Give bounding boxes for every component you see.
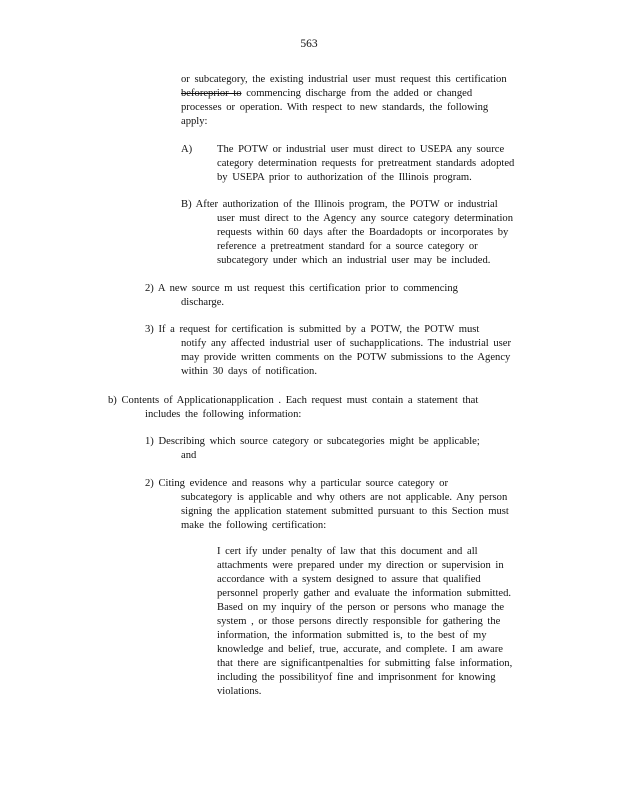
text-line: 2) Citing evidence and reasons why a particular source category or [145, 478, 448, 489]
intro-paragraph [181, 73, 507, 129]
text-line: requests within 60 days after the Boardadopts or incorporates by [217, 227, 509, 238]
item-a-marker: A) [181, 144, 193, 155]
section-b-paragraph [108, 394, 478, 408]
text-line: including the possibilityof fine and imprisonment for knowing [217, 672, 496, 683]
text-line: 3) If a request for certification is submitted by a POTW, the POTW must [145, 324, 480, 335]
text-line: apply: [181, 116, 208, 127]
text-line: Based on my inquiry of the person or persons who manage the [217, 602, 505, 613]
b1-continuation [181, 449, 196, 463]
text-line: personnel properly gather and evaluate the information submitted. [217, 588, 512, 599]
item-2-continuation [181, 296, 224, 310]
text-line: category determination requests for pretreatment standards adopted [217, 158, 515, 169]
page-number: 563 [300, 38, 318, 50]
text-line: B) After authorization of the Illinois program, the POTW or industrial [181, 199, 498, 210]
text-line: signing the application statement submitted pursuant to this Section must [181, 506, 509, 517]
text-line: and [181, 450, 197, 461]
item-b-paragraph [181, 198, 498, 212]
text-line: subcategory is applicable and why others are not applicable. Any person [181, 492, 508, 503]
item-b-continuation [217, 212, 513, 268]
text-line: knowledge and belief, true, accurate, and complete. I am aware [217, 644, 503, 655]
text-line [181, 87, 507, 101]
text-line: discharge. [181, 297, 225, 308]
text-line: reference a pretreatment standard for a source category or [217, 241, 478, 252]
b2-continuation [181, 491, 509, 533]
item-3-continuation [181, 337, 511, 379]
text-line: b) Contents of Applicationapplication . Each request must contain a statement that [108, 395, 479, 406]
text-line: that there are significantpenalties for submitting false information, [217, 658, 513, 669]
text-line: subcategory under which an industrial user may be included. [217, 255, 491, 266]
text-line: The POTW or industrial user must direct to USEPA any source [217, 144, 505, 155]
item-a-text [217, 143, 514, 185]
text-line: information, the information submitted is, to the best of my [217, 630, 487, 641]
text-line: within 30 days of notification. [181, 366, 317, 377]
text-line: user must direct to the Agency any source category determination [217, 213, 513, 224]
text-line: notify any affected industrial user of suchapplications. The industrial user [181, 338, 512, 349]
text-line: I cert ify under penalty of law that this document and all [217, 546, 478, 557]
text-line: by USEPA prior to authorization of the Illinois program. [217, 172, 472, 183]
text-line: 2) A new source m ust request this certification prior to commencing [145, 283, 458, 294]
text-line: includes the following information: [145, 409, 302, 420]
text-line: make the following certification: [181, 520, 327, 531]
text-line: or subcategory, the existing industrial user must request this certification [181, 74, 507, 85]
section-b-continuation [145, 408, 301, 422]
text-line: may provide written comments on the POTW submissions to the Agency [181, 352, 511, 363]
text-fragment: commencing discharge from the added or changed [241, 88, 473, 99]
b2-paragraph [145, 477, 448, 491]
text-line: system , or those persons directly responsible for gathering the [217, 616, 501, 627]
text-line: violations. [217, 686, 262, 697]
item-3-paragraph [145, 323, 479, 337]
item-2-paragraph [145, 282, 458, 296]
struck-text: beforeprior to [181, 88, 242, 99]
text-line: processes or operation. With respect to new standards, the following [181, 102, 489, 113]
text-line: accordance with a system designed to assure that qualified [217, 574, 481, 585]
b1-paragraph [145, 435, 480, 449]
text-line: 1) Describing which source category or subcategories might be applicable; [145, 436, 480, 447]
certification-statement [217, 545, 512, 699]
text-line: attachments were prepared under my direction or supervision in [217, 560, 504, 571]
